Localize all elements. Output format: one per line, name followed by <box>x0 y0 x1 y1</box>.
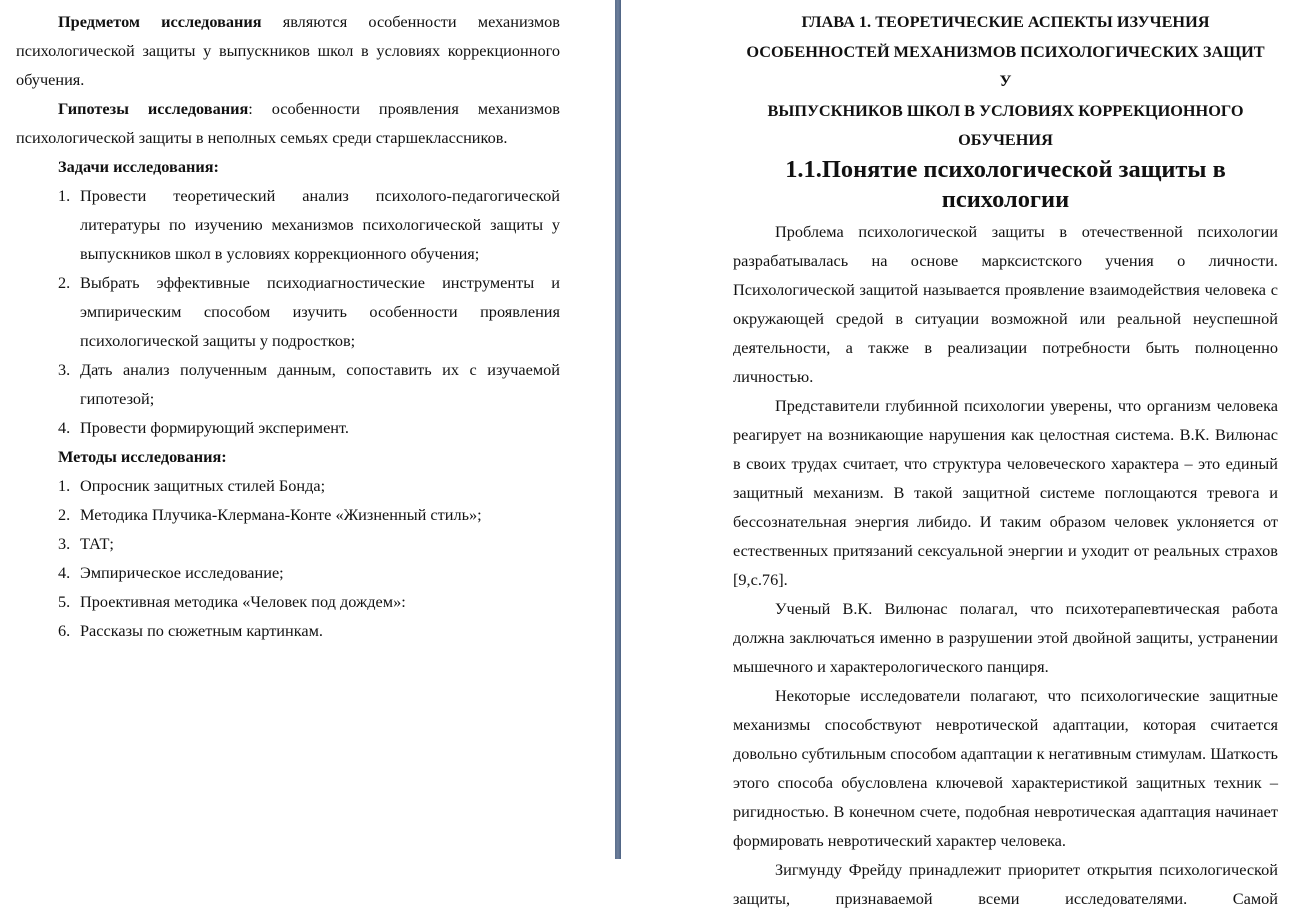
list-item-number: 6. <box>58 621 71 640</box>
list-item-text: Провести теоретический анализ психолого-педагогической литературы по изучению механизмов психологической защиты у выпускников школ в условиях коррекционного обучения; <box>80 186 560 263</box>
right-page-text-column <box>733 7 1278 913</box>
list-item <box>16 529 560 558</box>
research-subject-paragraph <box>16 7 560 94</box>
list-item <box>16 587 560 616</box>
list-item-number: 2. <box>58 273 71 292</box>
research-subject-label: Предметом исследования <box>58 12 262 31</box>
tasks-heading: Задачи исследования: <box>58 157 219 176</box>
list-item-number: 4. <box>58 563 71 582</box>
list-item <box>16 500 560 529</box>
left-page-text-column <box>16 7 560 645</box>
list-item <box>16 413 560 442</box>
list-item-number: 3. <box>58 534 71 553</box>
list-item-number: 3. <box>58 360 71 379</box>
research-hypothesis-text: : особенности проявления механизмов психологической защиты в неполных семьях среди старшеклассников. <box>16 99 560 147</box>
chapter-title <box>733 7 1278 155</box>
tasks-list <box>16 181 560 442</box>
list-item-number: 4. <box>58 418 71 437</box>
list-item <box>16 471 560 500</box>
body-paragraph: Ученый В.К. Вилюнас полагал, что психотерапевтическая работа должна заключаться именно в разрушении этой двойной защиты, устранении мышечного и характерологического панциря. <box>733 598 1278 676</box>
chapter-title-line: ОБУЧЕНИЯ <box>958 130 1053 149</box>
list-item-number: 1. <box>58 186 71 205</box>
chapter-title-line: ГЛАВА 1. ТЕОРЕТИЧЕСКИЕ АСПЕКТЫ ИЗУЧЕНИЯ <box>801 12 1210 31</box>
research-subject-text: являются особенности механизмов психологической защиты у выпускников школ в условиях коррекционного обучения. <box>16 12 560 89</box>
list-item-text: Проективная методика «Человек под дождем»: <box>80 592 406 611</box>
list-item-number: 1. <box>58 476 71 495</box>
chapter-title-line: ВЫПУСКНИКОВ ШКОЛ В УСЛОВИЯХ КОРРЕКЦИОННОГО <box>767 100 1244 120</box>
body-paragraph: Некоторые исследователи полагают, что психологические защитные механизмы способствуют невротической адаптации, которая считается довольно субтильным способом адаптации к негативным стимулам. Шаткость этого способа обусловлена ключевой характеристикой защитных техник – ригидностью. В конечном счете, подобная невротическая адаптация начинает формировать невротический характер человека. <box>733 685 1278 850</box>
list-item-text: Выбрать эффективные психодиагностические инструменты и эмпирическим способом изучить особенности проявления психологической защиты у подростков; <box>80 273 560 350</box>
list-item-text: Методика Плучика-Клермана-Конте «Жизненный стиль»; <box>80 505 482 524</box>
research-hypothesis-label: Гипотезы исследования <box>58 99 249 118</box>
subsection-title: 1.1.Понятие психологической защиты в психологии <box>785 155 1226 213</box>
list-item-text: Эмпирическое исследование; <box>80 563 284 582</box>
list-item <box>16 558 560 587</box>
body-paragraph: Представители глубинной психологии уверены, что организм человека реагирует на возникающие нарушения как целостная система. В.К. Вилюнас в своих трудах считает, что структура человеческого характера – это единый защитный механизм. В такой защитной системе поглощаются тревога и бессознательная энергия либидо. И таким образом человек уклоняется от естественных притязаний сексуальной энергии и уходит от реальных страхов [9,с.76]. <box>733 395 1278 589</box>
list-item <box>16 355 560 413</box>
list-item <box>16 616 560 645</box>
list-item-text: ТАТ; <box>80 534 114 553</box>
list-item-number: 5. <box>58 592 71 611</box>
research-hypothesis-paragraph <box>16 94 560 152</box>
list-item-number: 2. <box>58 505 71 524</box>
list-item-text: Провести формирующий эксперимент. <box>80 418 349 437</box>
body-paragraph: Проблема психологической защиты в отечественной психологии разрабатывалась на основе марксистского учения о личности. Психологической защитой называется проявление взаимодействия человека с окружающей средой в ситуации возможной или реальной неуспешной деятельности, а также в реализации потребности быть полноценно личностью. <box>733 221 1278 386</box>
list-item <box>16 268 560 355</box>
left-page <box>0 0 615 859</box>
methods-list <box>16 471 560 645</box>
list-item-text: Опросник защитных стилей Бонда; <box>80 476 326 495</box>
list-item-text: Рассказы по сюжетным картинкам. <box>80 621 323 640</box>
list-item <box>16 181 560 268</box>
chapter-title-line: ОСОБЕННОСТЕЙ МЕХАНИЗМОВ ПСИХОЛОГИЧЕСКИХ ЗАЩИТ У <box>746 41 1265 90</box>
body-paragraph: Зигмунду Фрейду принадлежит приоритет открытия психологической защиты, признаваемой всеми исследователями. Самой <box>733 859 1278 908</box>
right-page <box>621 0 1305 908</box>
list-item-text: Дать анализ полученным данным, сопоставить их с изучаемой гипотезой; <box>80 360 560 408</box>
methods-heading: Методы исследования: <box>58 447 227 466</box>
